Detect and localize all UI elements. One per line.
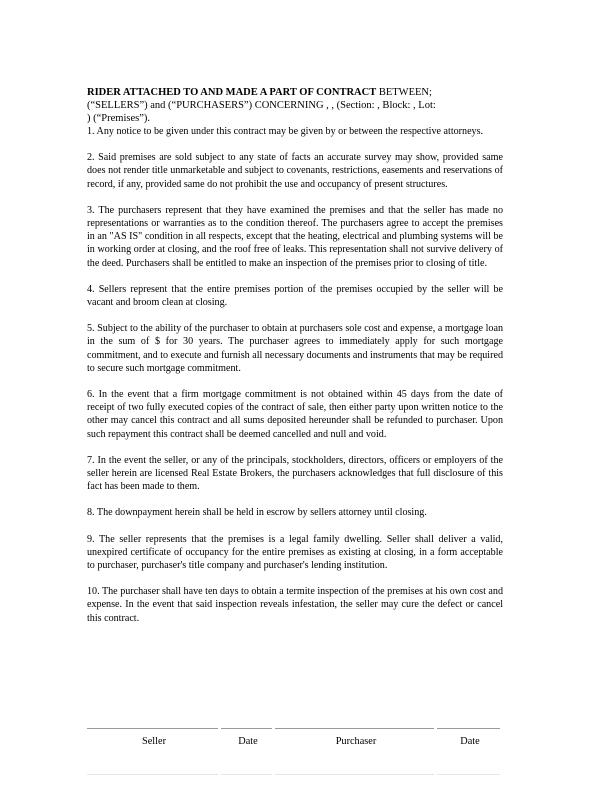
purchaser-date-line[interactable] bbox=[437, 728, 500, 730]
signature-block bbox=[87, 728, 503, 747]
clause-10: 10. The purchaser shall have ten days to obtain a termite inspection of the premises at his own cost and expense. In the event that said inspection reveals infestation, the seller may cure the defect or cancel this contract. bbox=[87, 586, 503, 624]
seller-label: Seller bbox=[141, 736, 167, 747]
second-purchaser-signature-line[interactable] bbox=[275, 774, 434, 776]
signature-lines-second bbox=[87, 774, 503, 776]
clause-1: 1. Any notice to be given under this contract may be given by or between the respective attorneys. bbox=[87, 126, 484, 137]
clause-8: 8. The downpayment herein shall be held in escrow by sellers attorney until closing. bbox=[87, 507, 427, 519]
signature-lines bbox=[87, 728, 503, 730]
clause-5: 5. Subject to the ability of the purchaser to obtain at purchasers sole cost and expense, a mortgage loan in the sum of $ for 30 years. The purchaser agrees to immediately apply for such mortgage commitment, and to execute and furnish all necessary documents and instruments that may be required to secure such mortgage commitment. bbox=[87, 323, 503, 374]
heading-between: BETWEEN; bbox=[376, 87, 432, 98]
second-seller-signature-line[interactable] bbox=[87, 774, 218, 776]
clause-7: 7. In the event the seller, or any of the principals, stockholders, directors, officers or employers of the seller herein are licensed Real Estate Brokers, the purchasers acknowledges that full disclosure of this fact has been made to them. bbox=[87, 454, 503, 493]
purchaser-date-label: Date bbox=[460, 736, 480, 747]
rider-document bbox=[87, 86, 503, 625]
heading-title: RIDER ATTACHED TO AND MADE A PART OF CONTRACT bbox=[87, 87, 377, 98]
clause-4: 4. Sellers represent that the entire premises portion of the premises occupied by the seller will be vacant and broom clean at closing. bbox=[87, 283, 503, 309]
clause-3: 3. The purchasers represent that they have examined the premises and that the seller has made no representations or warranties as to the condition thereof. The purchasers agree to accept the premises in an "AS IS" condition in all respects, except that the heating, electrical and plumbing systems will be in working order at closing, and the roof free of leaks. This representation shall not survive delivery of the deed. Purchasers shall be entitled to make an inspection of the premises prior to closing of title. bbox=[87, 204, 503, 269]
purchaser-label: Purchaser bbox=[335, 736, 377, 747]
clause-9: 9. The seller represents that the premises is a legal family dwelling. Seller shall deliver a valid, unexpired certificate of occupancy for the entire premises as existing at closing, in a form acceptable to purchaser, purchaser's title company and purchaser's lending institution. bbox=[87, 533, 503, 572]
heading-premises: ) (“Premises”). bbox=[87, 113, 150, 124]
seller-signature-line[interactable] bbox=[87, 728, 218, 730]
purchaser-signature-line[interactable] bbox=[275, 728, 434, 730]
document-heading bbox=[87, 86, 503, 125]
second-seller-date-line[interactable] bbox=[221, 774, 272, 776]
seller-date-line[interactable] bbox=[221, 728, 272, 730]
signature-labels bbox=[87, 736, 503, 747]
seller-date-label: Date bbox=[238, 736, 258, 747]
clause-2: 2. Said premises are sold subject to any state of facts an accurate survey may show, provided same does not render title unmarketable and subject to covenants, restrictions, easements and reservations of record, if any, provided same do not prohibit the use and occupancy of present structures. bbox=[87, 152, 503, 190]
second-purchaser-date-line[interactable] bbox=[437, 774, 500, 776]
clause-6: 6. In the event that a firm mortgage commitment is not obtained within 45 days from the date of receipt of two fully executed copies of the contract of sale, then either party upon written notice to the other may cancel this contract and all sums deposited hereunder shall be refunded to purchaser. Upon such repayment this contract shall be deemed cancelled and null and void. bbox=[87, 389, 503, 440]
heading-parties: (“SELLERS”) and (“PURCHASERS”) CONCERNING , , (Section: , Block: , Lot: bbox=[87, 100, 436, 111]
